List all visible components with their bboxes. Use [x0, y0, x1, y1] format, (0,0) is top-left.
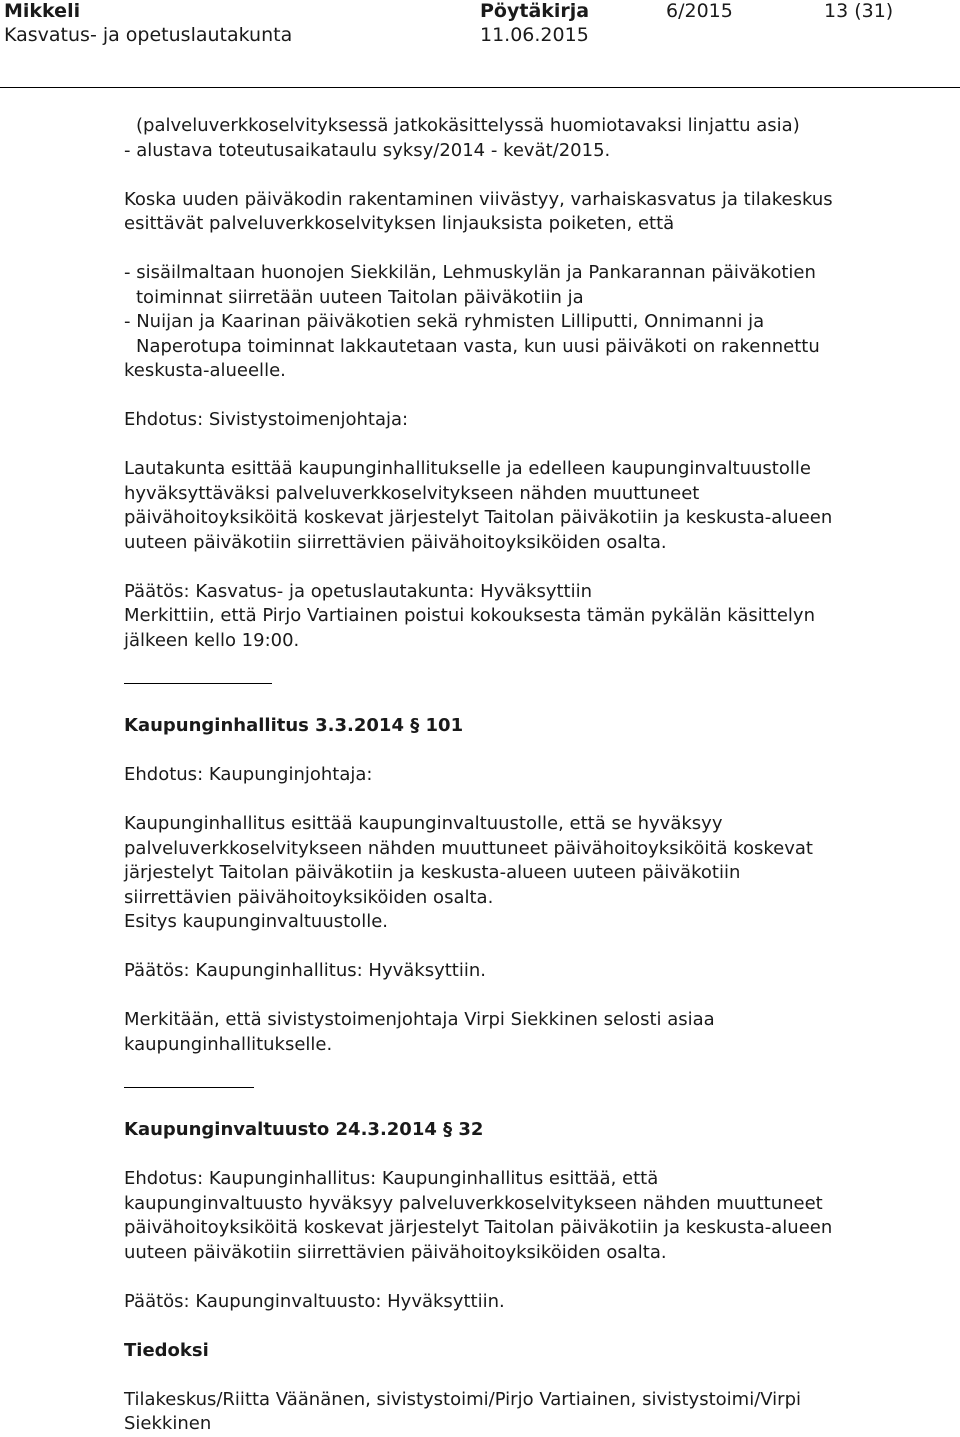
proposal-line: järjestelyt Taitolan päiväkotiin ja keskusta-alueen uuteen päiväkotiin [124, 862, 741, 883]
proposal-title: Ehdotus: Sivistystoimenjohtaja: [124, 409, 409, 430]
document-type: Pöytäkirja [480, 0, 590, 22]
decision-line: Merkittiin, että Pirjo Vartiainen poistui kokouksesta tämän pykälän käsittelyn [124, 605, 815, 626]
decision-line: Päätös: Kasvatus- ja opetuslautakunta: Hyväksyttiin [124, 580, 593, 602]
bullet-line: keskusta-alueelle. [124, 360, 286, 381]
decision-line: Päätös: Kaupunginhallitus: Hyväksyttiin. [124, 960, 486, 981]
paragraph-line: Koska uuden päiväkodin rakentaminen viivästyy, varhaiskasvatus ja tilakeskus [124, 188, 833, 210]
section-heading: Kaupunginhallitus 3.3.2014 § 101 [124, 715, 464, 736]
bullet-line: toiminnat siirretään uuteen Taitolan päiväkotiin ja [136, 286, 584, 308]
bullet-line: - sisäilmaltaan huonojen Siekkilän, Lehmuskylän ja Pankarannan päiväkotien [124, 262, 816, 283]
proposal-title: Ehdotus: Kaupunginjohtaja: [124, 764, 373, 785]
committee-name: Kasvatus- ja opetuslautakunta [4, 24, 293, 46]
section-heading: Kaupunginvaltuusto 24.3.2014 § 32 [124, 1119, 484, 1140]
proposal-line: päivähoitoyksiköitä koskevat järjestelyt Taitolan päiväkotiin ja keskusta-alueen [124, 1217, 833, 1238]
decision-line: jälkeen kello 19:00. [124, 629, 300, 651]
proposal-line: kaupunginvaltuusto hyväksyy palveluverkkoselvitykseen nähden muuttuneet [124, 1192, 823, 1214]
proposal-line: hyväksyttäväksi palveluverkkoselvitykseen nähden muuttuneet [124, 482, 700, 504]
proposal-line: siirrettävien päivähoitoyksiköiden osalta. [124, 886, 494, 908]
proposal-line: päivähoitoyksiköitä koskevat järjestelyt Taitolan päiväkotiin ja keskusta-alueen [124, 507, 833, 528]
proposal-line: uuteen päiväkotiin siirrettävien päivähoitoyksiköiden osalta. [124, 531, 667, 553]
meeting-date: 11.06.2015 [480, 24, 589, 46]
note-line: Merkitään, että sivistystoimenjohtaja Virpi Siekkinen selosti asiaa [124, 1009, 715, 1030]
header-divider [0, 87, 960, 88]
proposal-line: Lautakunta esittää kaupunginhallitukselle ja edelleen kaupunginvaltuustolle [124, 458, 811, 479]
info-heading: Tiedoksi [124, 1339, 209, 1361]
info-line: Tilakeskus/Riitta Väänänen, sivistystoimi/Pirjo Vartiainen, sivistystoimi/Virpi [124, 1388, 802, 1410]
proposal-line: Ehdotus: Kaupunginhallitus: Kaupunginhallitus esittää, että [124, 1168, 659, 1189]
page-number: 13 (31) [824, 0, 894, 22]
bullet-line: Naperotupa toiminnat lakkautetaan vasta, kun uusi päiväkoti on rakennettu [136, 335, 820, 357]
bullet-line: - Nuijan ja Kaarinan päiväkotien sekä ryhmisten Lilliputti, Onnimanni ja [124, 311, 765, 332]
proposal-line: uuteen päiväkotiin siirrettävien päivähoitoyksiköiden osalta. [124, 1241, 667, 1263]
intro-line: - alustava toteutusaikataulu syksy/2014 - kevät/2015. [124, 139, 611, 161]
decision-line: Päätös: Kaupunginvaltuusto: Hyväksyttiin. [124, 1290, 505, 1312]
city-name: Mikkeli [4, 0, 81, 22]
page-header [0, 0, 960, 88]
document-number: 6/2015 [666, 0, 733, 22]
intro-line: (palveluverkkoselvityksessä jatkokäsittelyssä huomiotavaksi linjattu asia) [136, 115, 800, 136]
info-line: Siekkinen [124, 1413, 212, 1434]
proposal-line: palveluverkkoselvitykseen nähden muuttuneet päivähoitoyksiköitä koskevat [124, 837, 813, 859]
document-body [124, 114, 914, 1437]
proposal-line: Esitys kaupunginvaltuustolle. [124, 911, 388, 932]
note-line: kaupunginhallitukselle. [124, 1033, 333, 1055]
paragraph-line: esittävät palveluverkkoselvityksen linjauksista poiketen, että [124, 213, 675, 234]
proposal-line: Kaupunginhallitus esittää kaupunginvaltuustolle, että se hyväksyy [124, 813, 723, 834]
